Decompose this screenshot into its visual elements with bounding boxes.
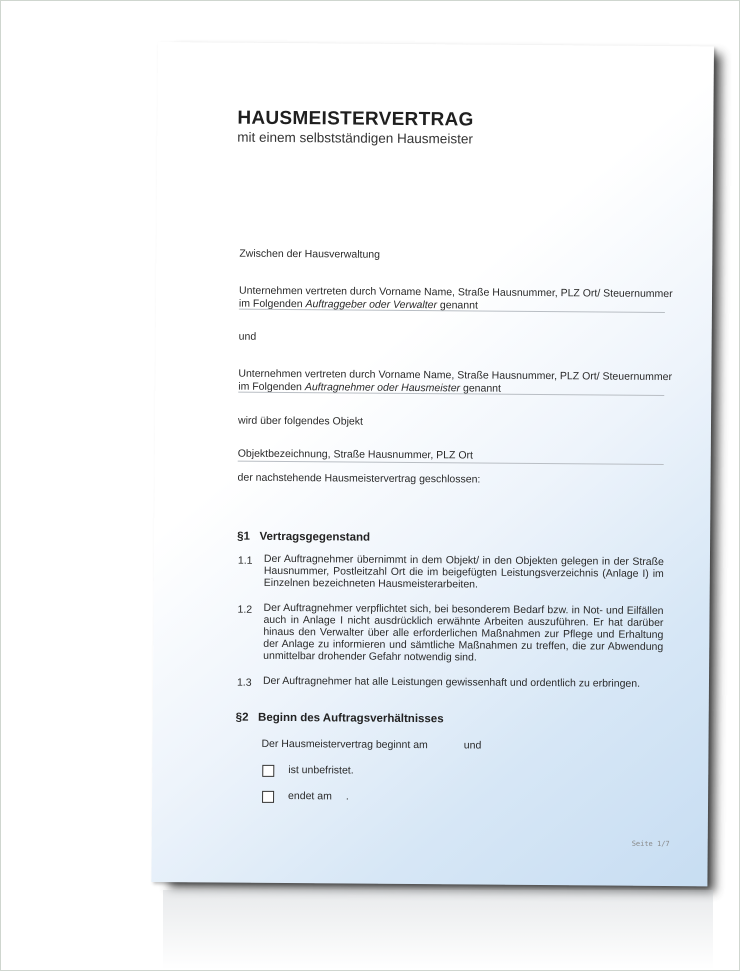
- end-date-label: endet am .: [288, 790, 349, 803]
- section1-heading: §1 Vertragsgegenstand: [237, 530, 371, 544]
- between-text: Zwischen der Hausverwaltung: [239, 247, 381, 261]
- party1-line2: im Folgenden Auftraggeber oder Verwalter genannt: [238, 297, 478, 312]
- party2-line2: im Folgenden Auftragnehmer oder Hausmeister genannt: [238, 380, 502, 395]
- document-page: [151, 42, 714, 886]
- object-intro: wird über folgendes Objekt: [237, 414, 363, 428]
- document-title: HAUSMEISTERVERTRAG: [237, 107, 474, 131]
- end-date-checkbox[interactable]: [262, 791, 274, 803]
- page-number: Seite 1/7: [631, 839, 670, 849]
- unlimited-checkbox[interactable]: [262, 765, 274, 777]
- item-text: Der Auftragnehmer verpflichtet sich, bei besonderem Bedarf bzw. in Not- und Eilfällen auch in Anlage I nicht ausdrücklich erwähnte Arbeiten auszuführen. Er hat darüber hinaus den Verwalter über alle erforderlichen Maßnahmen zur Pflege und Erhaltung der Anlage zu informieren und sämtliche Maßnahmen zu treffen, die zur Abwendung unmittelbar drohender Gefahr notwendig sind.: [263, 601, 664, 664]
- party1-role: Auftraggeber oder Verwalter: [305, 298, 438, 312]
- party1-line1: Unternehmen vertreten durch Vorname Name, Straße Hausnummer, PLZ Ort/ Steuernummer: [239, 284, 673, 301]
- unlimited-label: ist unbefristet.: [288, 764, 354, 777]
- item-number: 1.1: [237, 554, 253, 567]
- contract-start-text: Der Hausmeistervertrag beginnt am und: [261, 737, 482, 752]
- and-text: und: [238, 330, 257, 343]
- item-text: Der Auftragnehmer hat alle Leistungen gewissenhaft und ordentlich zu erbringen.: [262, 674, 641, 690]
- item-text: Der Auftragnehmer übernimmt in dem Objekt/ in den Objekten gelegen in der Straße Hausnummer, Postleitzahl Ort die im beigefügten Leistungsverzeichnis (Anlage I) im Einzelnen bezeichneten Hausmeisterarbeiten.: [263, 552, 664, 591]
- party2-role: Auftragnehmer oder Hausmeister: [304, 381, 461, 395]
- object-line: Objektbezeichnung, Straße Hausnummer, PLZ Ort: [237, 447, 474, 462]
- section2-heading: §2 Beginn des Auftragsverhältnisses: [235, 711, 444, 726]
- item-number: 1.3: [236, 676, 252, 689]
- concluded-text: der nachstehende Hausmeistervertrag geschlossen:: [237, 471, 481, 486]
- party2-line1: Unternehmen vertreten durch Vorname Name, Straße Hausnummer, PLZ Ort/ Steuernummer: [238, 367, 673, 384]
- item-number: 1.2: [237, 603, 253, 616]
- page-reflection: [163, 890, 713, 970]
- document-subtitle: mit einem selbstständigen Hausmeister: [237, 129, 473, 147]
